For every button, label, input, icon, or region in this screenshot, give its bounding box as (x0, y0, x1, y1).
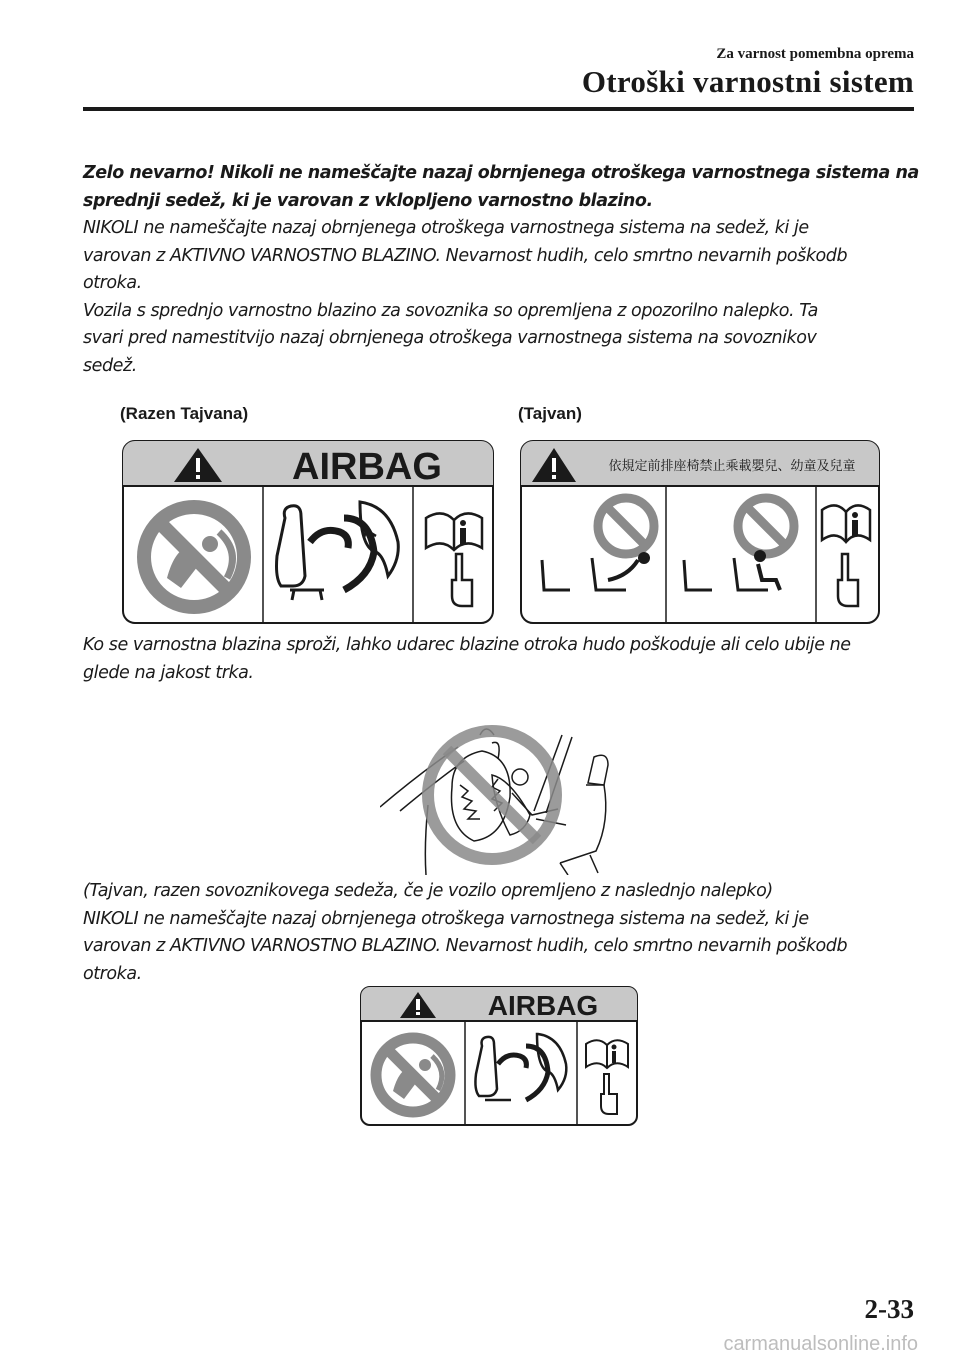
warning-body-line: NIKOLI ne nameščajte nazaj obrnjenega otroškega varnostnega sistema na sedež, ki je (83, 218, 809, 238)
taiwan-note-line: otroka. (83, 963, 142, 984)
caption-taiwan: (Tajvan) (518, 404, 582, 423)
taiwan-note-line: varovan z AKTIVNO VARNOSTNO BLAZINO. Nevarnost hudih, celo smrtno nevarnih poškodb (83, 936, 848, 956)
no-rear-facing-seat-icon (144, 507, 244, 607)
page-number: 2-33 (864, 1294, 914, 1324)
watermark: carmanualsonline.info (723, 1333, 918, 1355)
no-rear-facing-seat-icon (376, 1038, 450, 1112)
impact-text (83, 632, 913, 687)
airbag-word: AIRBAG (487, 990, 599, 1021)
caption-except-taiwan: (Razen Tajvana) (120, 404, 249, 423)
airbag-warning-label-bottom (360, 986, 638, 1126)
warning-body-line: sedež. (83, 355, 137, 376)
airbag-word: AIRBAG (292, 446, 442, 488)
warning-heading-line: Zelo nevarno! Nikoli ne nameščajte nazaj obrnjenega otroškega varnostnega sistema na (83, 163, 919, 183)
header-rule (83, 107, 914, 111)
warning-heading-line: sprednji sedež, ki je varovan z vklopljeno varnostno blazino. (83, 190, 653, 211)
warning-body-line: svari pred namestitvijo nazaj obrnjenega otroškega varnostnega sistema na sovoznikov (83, 328, 817, 348)
warning-body-line: otroka. (83, 273, 142, 293)
airbag-warning-label-left (122, 440, 494, 624)
airbag-impact-illustration (380, 715, 630, 875)
warning-body-line: varovan z AKTIVNO VARNOSTNO BLAZINO. Nevarnost hudih, celo smrtno nevarnih poškodb (83, 245, 848, 266)
warning-body (83, 215, 913, 380)
impact-line: glede na jakost trka. (83, 662, 254, 683)
taiwan-warning-text: 依規定前排座椅禁止乘載嬰兒、幼童及兒童 (608, 459, 856, 474)
taiwan-note (83, 878, 913, 988)
prohibition-icon (428, 731, 556, 859)
page-title: Otroški varnostni sistem (581, 64, 914, 99)
airbag-warning-label-taiwan (520, 440, 880, 624)
taiwan-note-line: (Tajvan, razen sovoznikovega sedeža, če je vozilo opremljeno z naslednjo nalepko) (83, 881, 773, 901)
warning-heading (83, 160, 919, 215)
impact-line: Ko se varnostna blazina sproži, lahko udarec blazine otroka hudo poškoduje ali celo ubije ne (83, 635, 851, 655)
warning-body-line: Vozila s sprednjo varnostno blazino za sovoznika so opremljena z opozorilno nalepko. Ta (83, 300, 818, 321)
section-subtitle: Za varnost pomembna oprema (716, 46, 914, 62)
taiwan-note-line: NIKOLI ne nameščajte nazaj obrnjenega otroškega varnostnega sistema na sedež, ki je (83, 908, 809, 929)
